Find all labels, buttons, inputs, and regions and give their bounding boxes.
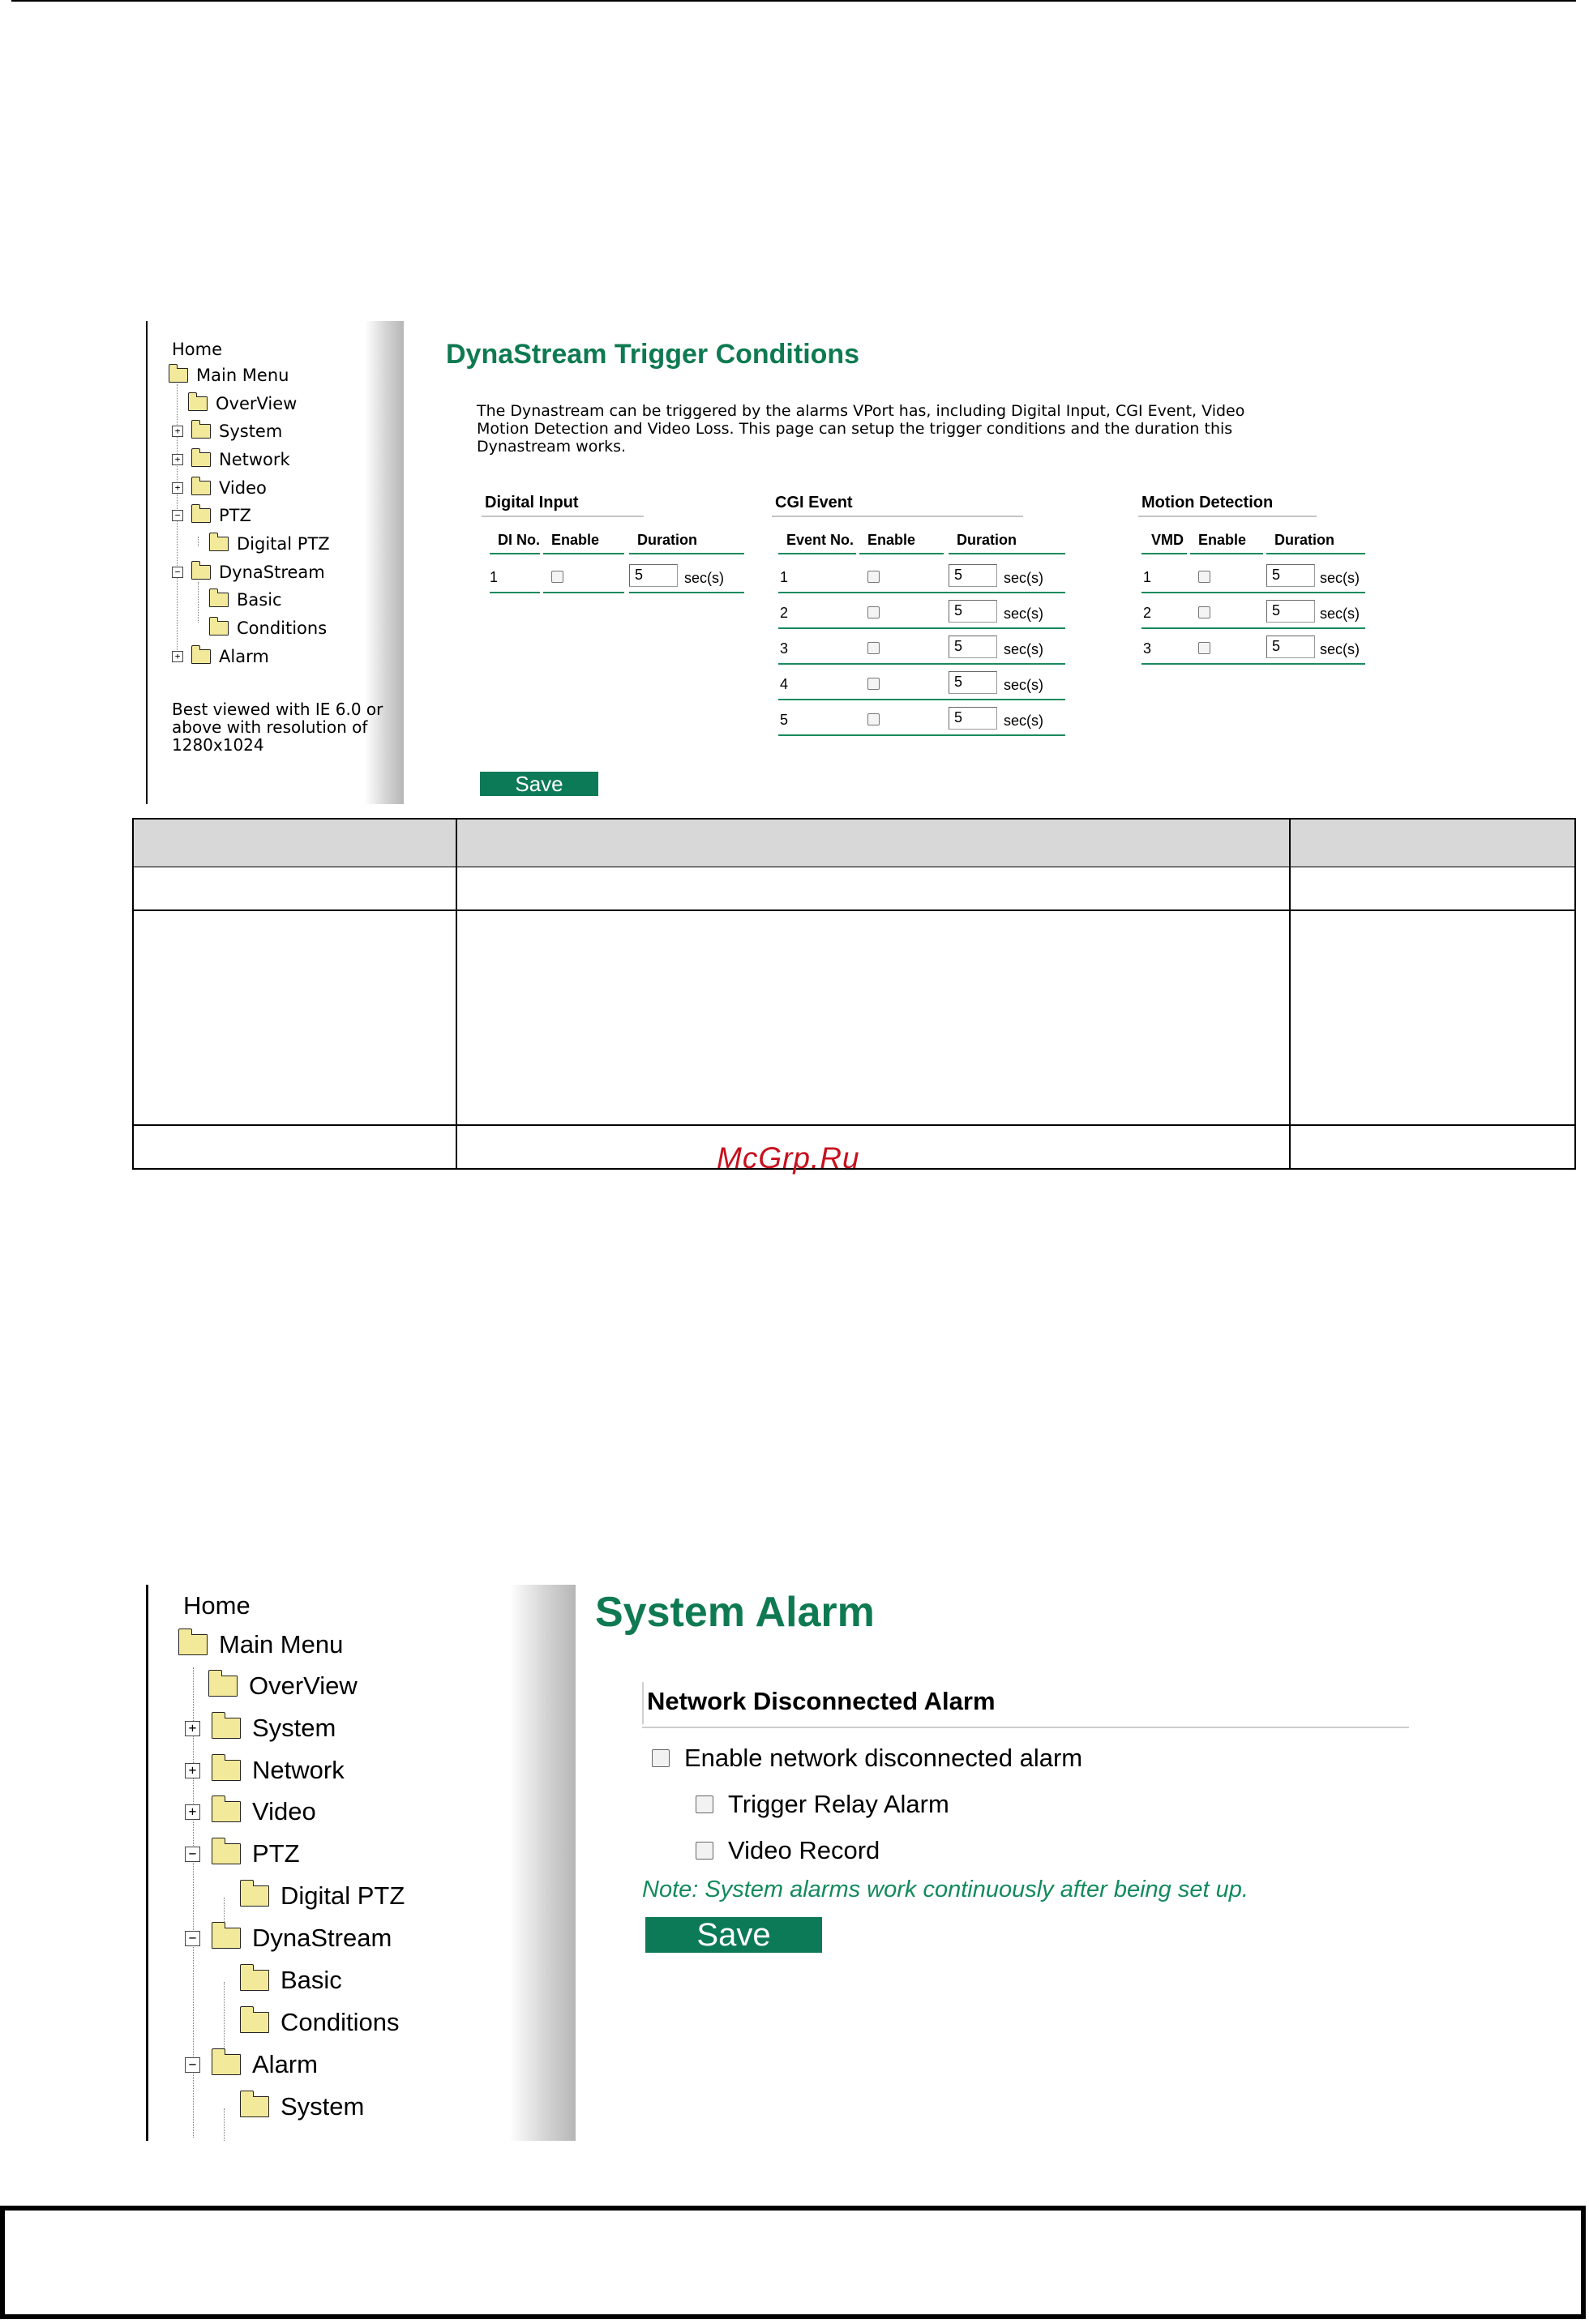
folder-icon — [209, 593, 229, 607]
row-number: 1 — [780, 569, 789, 585]
nav-basic[interactable]: Basic — [240, 1966, 342, 1995]
folder-icon — [240, 2096, 269, 2117]
unit-label: sec(s) — [1004, 713, 1043, 729]
col-header: Enable — [551, 532, 600, 548]
system-alarm-screenshot — [146, 1585, 1443, 2144]
row-number: 1 — [490, 569, 499, 585]
nav-dynastream[interactable]: − DynaStream — [172, 563, 325, 582]
divider — [1138, 516, 1317, 517]
row-number: 5 — [780, 712, 789, 728]
unit-label: sec(s) — [1004, 606, 1043, 622]
nav-dynastream[interactable]: − DynaStream — [185, 1924, 392, 1953]
unit-label: sec(s) — [1320, 606, 1360, 622]
save-button[interactable]: Save — [645, 1917, 822, 1953]
divider — [543, 553, 624, 554]
nav-basic[interactable]: Basic — [209, 590, 282, 610]
folder-open-icon — [212, 2054, 241, 2075]
nav-network[interactable]: + Network — [185, 1756, 345, 1785]
trigger-relay-checkbox[interactable] — [696, 1795, 713, 1813]
nav-digital-ptz[interactable]: Digital PTZ — [240, 1881, 405, 1911]
nav-conditions[interactable]: Conditions — [240, 2008, 399, 2037]
enable-alarm-checkbox[interactable] — [652, 1749, 670, 1767]
unit-label: sec(s) — [1004, 641, 1043, 657]
folder-open-icon — [178, 1634, 208, 1655]
row-number: 1 — [1143, 569, 1152, 585]
top-rule — [11, 0, 1576, 2]
divider — [778, 663, 1065, 665]
duration-input[interactable]: 5 — [629, 564, 678, 587]
folder-icon — [240, 1970, 269, 1991]
expand-plus-icon[interactable]: + — [172, 651, 183, 662]
page-title: System Alarm — [595, 1589, 875, 1636]
divider — [629, 553, 744, 554]
divider — [778, 592, 1065, 593]
row-divider — [134, 909, 1574, 911]
folder-icon — [191, 452, 211, 467]
divider — [778, 627, 1065, 629]
folder-icon — [240, 2012, 269, 2033]
page-title: DynaStream Trigger Conditions — [446, 339, 860, 370]
unit-label: sec(s) — [1004, 570, 1043, 586]
nav-alarm[interactable]: − Alarm — [185, 2050, 318, 2079]
expand-plus-icon[interactable]: + — [185, 1763, 200, 1778]
col-header: Duration — [1274, 532, 1334, 548]
folder-icon — [191, 424, 211, 439]
trigger-relay-label[interactable]: Trigger Relay Alarm — [728, 1790, 949, 1818]
folder-icon — [191, 649, 211, 664]
nav-home[interactable]: Home — [183, 1591, 251, 1620]
motion-detection-title: Motion Detection — [1141, 494, 1274, 511]
row-number: 2 — [780, 605, 789, 621]
enable-checkbox[interactable] — [867, 606, 880, 618]
expand-plus-icon[interactable]: + — [172, 482, 183, 494]
unit-label: sec(s) — [684, 570, 724, 586]
divider — [1190, 553, 1263, 554]
enable-checkbox[interactable] — [867, 571, 880, 583]
nav-digital-ptz[interactable]: Digital PTZ — [209, 534, 330, 554]
divider — [490, 553, 540, 554]
section-left-border — [642, 1682, 644, 1724]
nav-ptz[interactable]: − PTZ — [172, 506, 251, 525]
expand-plus-icon[interactable]: + — [172, 426, 183, 437]
duration-input[interactable]: 5 — [1266, 600, 1315, 623]
divider — [482, 516, 644, 517]
nav-system[interactable]: + System — [185, 1714, 336, 1743]
nav-network[interactable]: + Network — [172, 450, 290, 469]
folder-icon — [191, 481, 211, 495]
unit-label: sec(s) — [1004, 677, 1043, 693]
nav-overview[interactable]: OverView — [188, 394, 297, 413]
enable-checkbox[interactable] — [867, 713, 880, 725]
collapse-minus-icon[interactable]: − — [185, 2057, 200, 2073]
nav-conditions[interactable]: Conditions — [209, 618, 327, 638]
folder-icon — [188, 396, 208, 411]
row-number: 4 — [780, 676, 789, 692]
duration-input[interactable]: 5 — [949, 707, 997, 730]
expand-plus-icon[interactable]: + — [172, 454, 183, 465]
page-description: The Dynastream can be triggered by the alarms VPort has, including Digital Input, CGI Event, Video Motion Detection and Video Loss. This page can setup the trigger conditions and the duration this Dynastream works. — [477, 402, 1245, 456]
col-divider — [1289, 820, 1291, 1168]
divider — [629, 592, 744, 593]
enable-checkbox[interactable] — [867, 678, 880, 690]
settings-table — [132, 818, 1576, 1170]
video-record-checkbox[interactable] — [696, 1842, 713, 1860]
divider — [543, 592, 624, 593]
enable-checkbox[interactable] — [1198, 606, 1210, 618]
duration-input[interactable]: 5 — [949, 671, 997, 694]
duration-input[interactable]: 5 — [1266, 636, 1315, 658]
enable-checkbox[interactable] — [1198, 642, 1210, 654]
expand-plus-icon[interactable]: + — [185, 1804, 200, 1820]
save-button[interactable]: Save — [480, 772, 598, 796]
note-text: Note: System alarms work continuously after being set up. — [642, 1877, 1248, 1902]
cgi-event-title: CGI Event — [775, 494, 853, 511]
divider — [772, 516, 1023, 517]
collapse-minus-icon[interactable]: − — [172, 567, 183, 578]
col-header: Enable — [867, 532, 916, 548]
nav-overview[interactable]: OverView — [208, 1671, 358, 1701]
folder-open-icon — [191, 508, 211, 523]
video-record-label[interactable]: Video Record — [728, 1836, 880, 1864]
col-divider — [456, 820, 457, 1168]
nav-system[interactable]: + System — [172, 422, 282, 441]
expand-plus-icon[interactable]: + — [185, 1721, 200, 1736]
col-header: Duration — [637, 532, 697, 548]
duration-input[interactable]: 5 — [1266, 564, 1315, 587]
duration-input[interactable]: 5 — [949, 636, 997, 658]
folder-open-icon — [212, 1843, 241, 1864]
divider — [1141, 592, 1365, 593]
divider — [778, 553, 856, 554]
enable-alarm-label[interactable]: Enable network disconnected alarm — [684, 1744, 1083, 1772]
collapse-minus-icon[interactable]: − — [172, 510, 183, 521]
section-divider — [642, 1727, 1409, 1728]
col-header: DI No. — [498, 532, 540, 548]
folder-icon — [212, 1718, 241, 1739]
duration-input[interactable]: 5 — [949, 600, 997, 623]
col-header: Duration — [957, 532, 1017, 548]
collapse-minus-icon[interactable]: − — [185, 1847, 200, 1862]
folder-open-icon — [169, 368, 188, 383]
collapse-minus-icon[interactable]: − — [185, 1931, 200, 1946]
nav-shade — [509, 1585, 576, 2141]
folder-open-icon — [212, 1928, 241, 1949]
nav-main-menu[interactable]: Main Menu — [169, 366, 289, 385]
folder-icon — [209, 537, 229, 551]
folder-icon — [240, 1885, 269, 1907]
unit-label: sec(s) — [1320, 641, 1360, 657]
unit-label: sec(s) — [1320, 570, 1360, 586]
divider — [778, 734, 1065, 736]
nav-alarm-system[interactable]: System — [240, 2092, 364, 2121]
section-title: Network Disconnected Alarm — [647, 1687, 996, 1715]
folder-icon — [208, 1676, 238, 1697]
divider — [490, 592, 540, 593]
nav-video[interactable]: + Video — [185, 1797, 316, 1826]
table-header-row — [134, 820, 1574, 867]
divider — [778, 699, 1065, 700]
duration-input[interactable]: 5 — [949, 564, 997, 587]
enable-checkbox[interactable] — [1198, 571, 1210, 583]
col-header: Event No. — [786, 532, 854, 548]
nav-home[interactable]: Home — [172, 340, 223, 359]
divider — [859, 553, 944, 554]
row-number: 3 — [780, 640, 789, 657]
folder-icon — [212, 1801, 241, 1822]
enable-checkbox[interactable] — [867, 642, 880, 654]
divider — [1141, 663, 1365, 665]
enable-checkbox[interactable] — [551, 571, 563, 583]
nav-ptz[interactable]: − PTZ — [185, 1839, 300, 1868]
nav-left-border — [146, 1585, 148, 2141]
nav-left-border — [146, 321, 148, 804]
row-number: 2 — [1143, 605, 1152, 621]
col-header: Enable — [1198, 532, 1247, 548]
nav-video[interactable]: + Video — [172, 478, 267, 498]
footer-box — [0, 2206, 1586, 2319]
divider — [1266, 553, 1365, 554]
watermark: McGrp.Ru — [717, 1141, 860, 1175]
folder-open-icon — [191, 565, 211, 580]
divider — [1141, 553, 1187, 554]
folder-icon — [212, 1760, 241, 1781]
nav-alarm[interactable]: + Alarm — [172, 647, 269, 666]
divider — [949, 553, 1065, 554]
row-divider — [134, 1124, 1574, 1126]
digital-input-title: Digital Input — [485, 494, 579, 511]
divider — [1141, 627, 1365, 629]
dynastream-screenshot — [146, 321, 1362, 807]
col-header: VMD — [1151, 532, 1184, 548]
folder-icon — [209, 621, 229, 636]
row-number: 3 — [1143, 640, 1152, 657]
nav-footer-note: Best viewed with IE 6.0 or above with resolution of 1280x1024 — [172, 700, 383, 755]
nav-main-menu[interactable]: Main Menu — [178, 1630, 343, 1659]
